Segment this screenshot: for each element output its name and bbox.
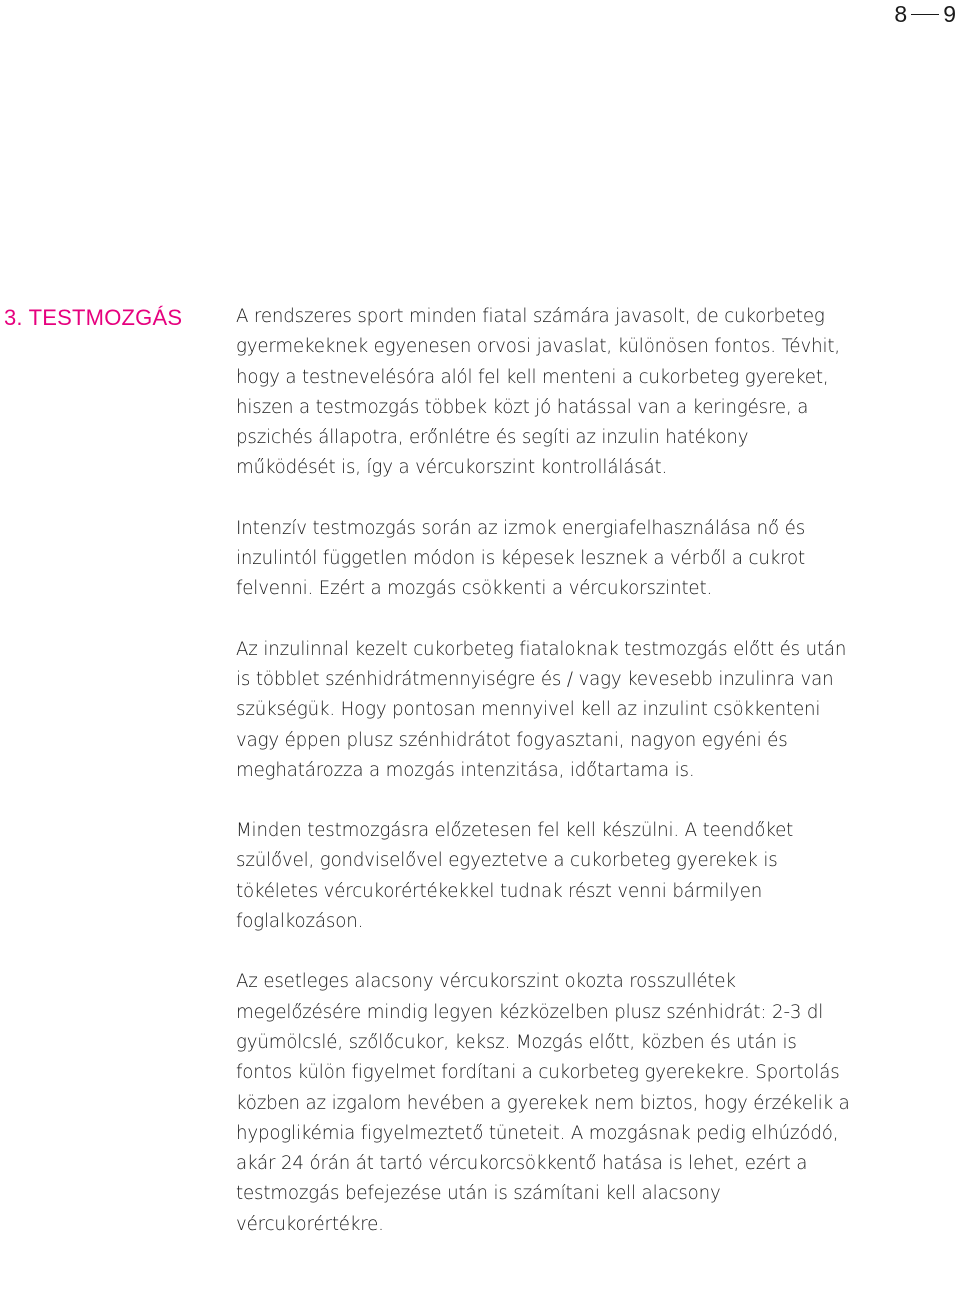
paragraph-2: Intenzív testmozgás során az izmok energiafelhasználása nő és inzulintól független módon is képesek lesznek a vérből a cukrot felvenni. Ezért a mozgás csökkenti a vércukorszintet. [236, 517, 806, 600]
left-page-number: 8 [894, 1, 908, 27]
section-title: 3. TESTMOZGÁS [4, 305, 183, 330]
page-number-dash [911, 14, 939, 15]
right-page-number: 9 [943, 1, 956, 27]
page-number [894, 0, 956, 28]
paragraph-4: Minden testmozgásra előzetesen fel kell készülni. A teendőket szülővel, gondviselővel egyeztetve a cukorbeteg gyerekek is tökéletes vércukorértékekkel tudnak részt venni bármilyen foglalkozáson. [236, 820, 794, 933]
paragraph-3: Az inzulinnal kezelt cukorbeteg fiataloknak testmozgás előtt és után is többlet szénhidrátmennyiségre és / vagy kevesebb inzulinra van szükségük. Hogy pontosan mennyivel kell az inzulint csökkenteni vagy éppen plusz szénhidrátot fogyasztani, nagyon egyéni és meghatározza a mozgás intenzitása, időtartama is. [236, 638, 847, 781]
body-text [236, 302, 852, 1270]
paragraph-1: A rendszeres sport minden fiatal számára javasolt, de cukorbeteg gyermekeknek egyenesen orvosi javaslat, különösen fontos. Tévhit, hogy a testnevelésóra alól fel kell menteni a cukorbeteg gyereket, hiszen a testmozgás többek közt jó hatással van a keringésre, a pszichés állapotra, erőnlétre és segíti az inzulin hatékony működését is, így a vércukorszint kontrollálását. [236, 306, 840, 479]
paragraph-5: Az esetleges alacsony vércukorszint okozta rosszullétek megelőzésére mindig legyen kézközelben plusz szénhidrát: 2-3 dl gyümölcslé, szőlőcukor, keksz. Mozgás előtt, közben és után is fontos külön figyelmet fordítani a cukorbeteg gyerekekre. Sportolás közben az izgalom hevében a gyerekek nem biztos, hogy érzékelik a hypoglikémia figyelmeztető tüneteit. A mozgásnak pedig elhúzódó, akár 24 órán át tartó vércukorcsökkentő hatása is lehet, ezért a testmozgás befejezése után is számítani kell alacsony vércukorértékre. [236, 971, 850, 1235]
